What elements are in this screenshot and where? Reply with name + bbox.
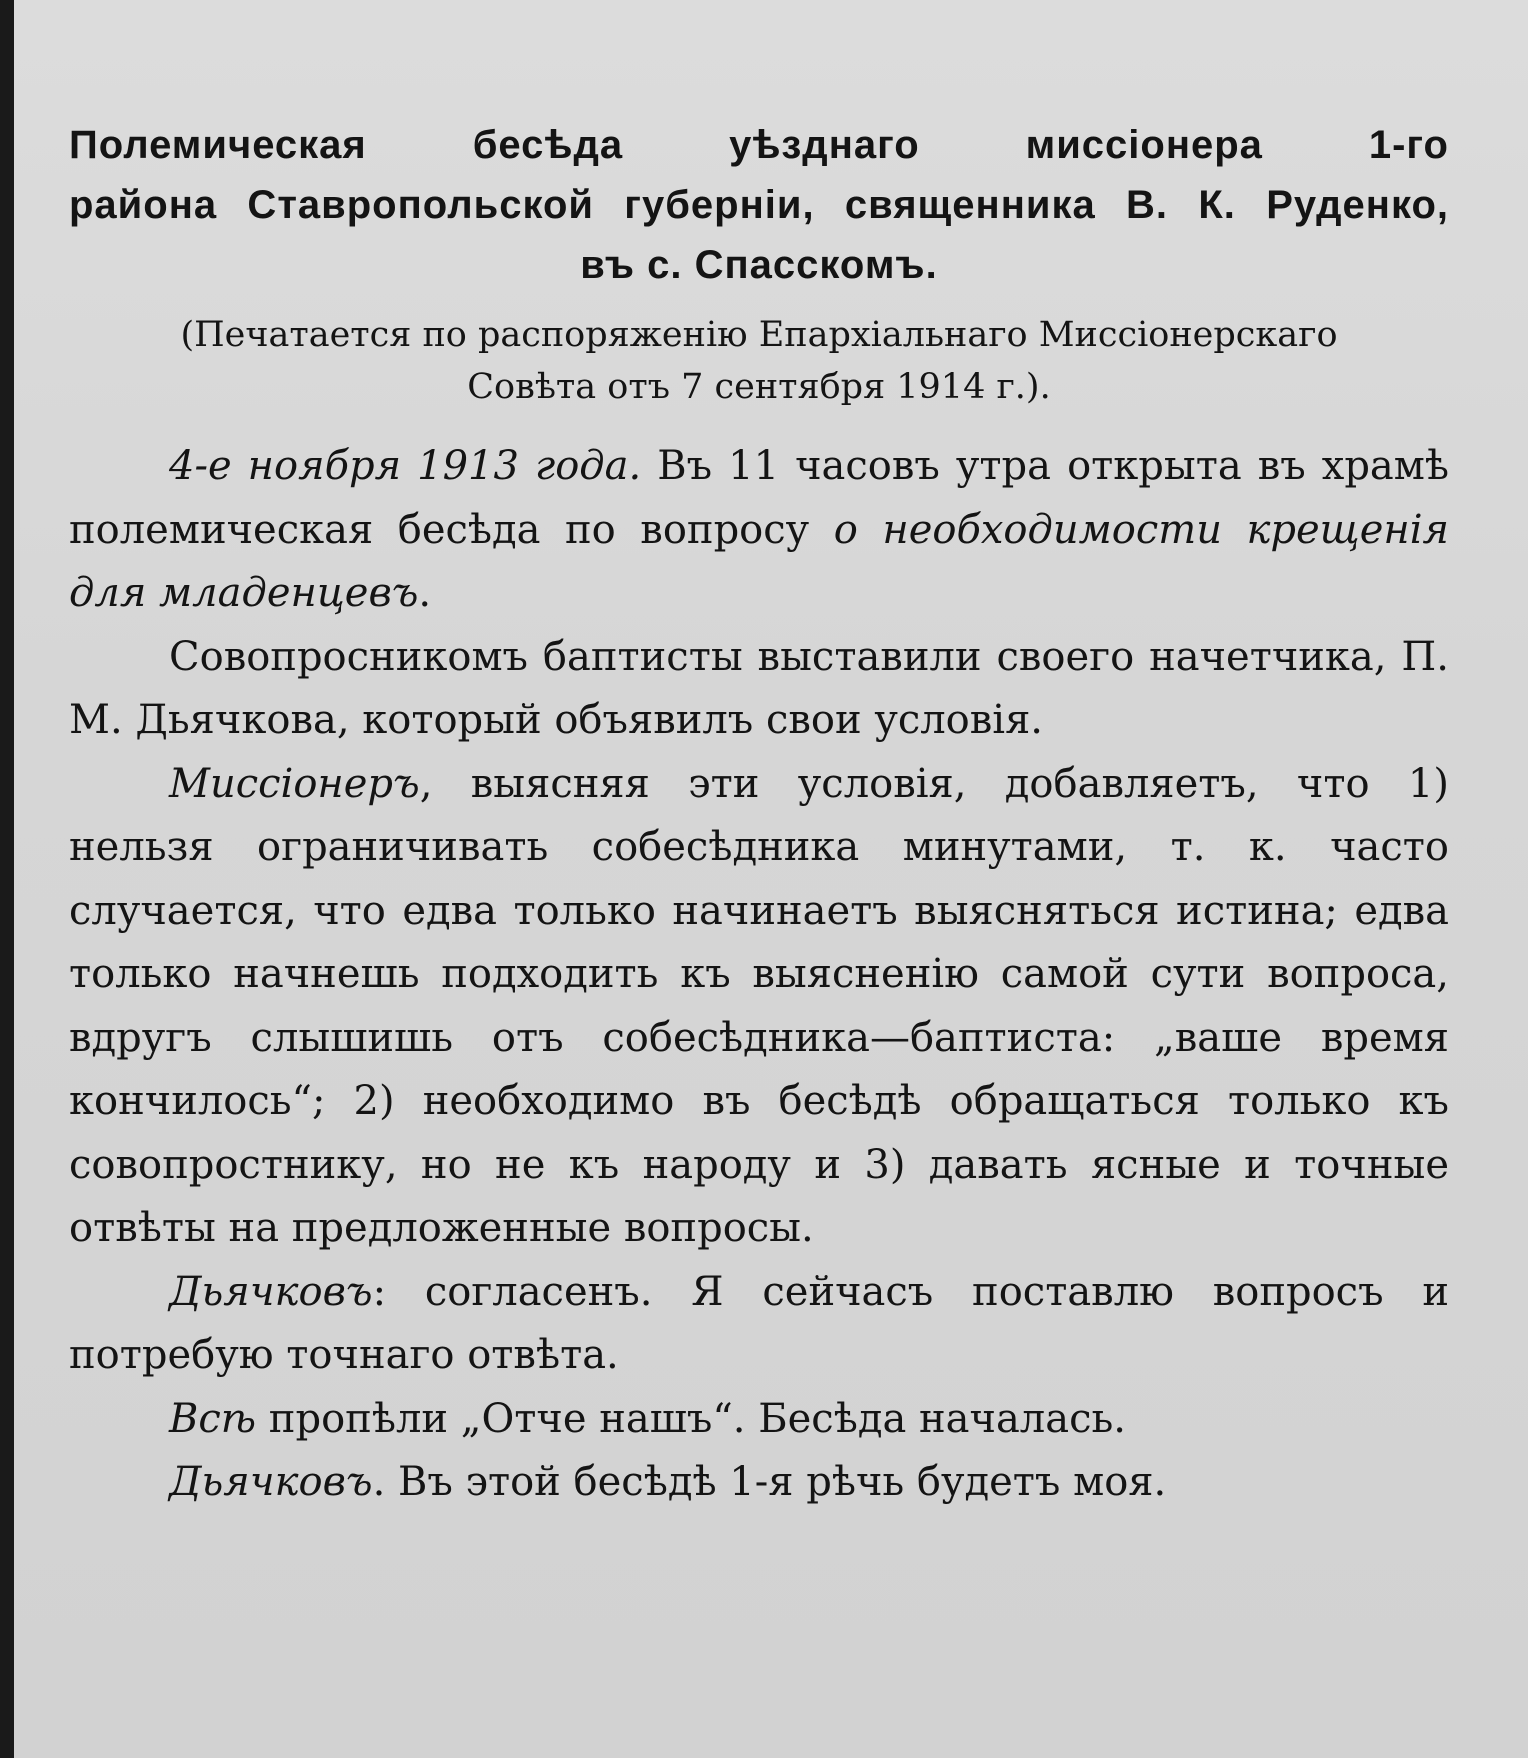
paragraph-3 [69,753,1449,1261]
paragraph-3-text: , выясняя эти условія, добавляетъ, что 1) нельзя ограничивать собесѣдника минутами, т. к. часто случается, что едва только начинаетъ выясняться истина; едва только начнешь подходить къ выясненію самой сути вопроса, вдругъ слышишь отъ собесѣдника—баптиста: „ваше время кончилось“; 2) необходимо въ бесѣдѣ обращаться только къ совопростнику, но не къ народу и 3) давать ясные и точные отвѣты на предложенные вопросы. [69,760,1449,1251]
title-line-1: Полемическая бесѣда уѣзднаго миссіонера 1-го [69,123,1449,167]
paragraph-5-speaker: Всѣ [169,1395,257,1442]
document-text [69,115,1449,1515]
document-title [69,115,1449,295]
title-line-2: района Ставропольской губерніи, священника В. К. Руденко, [69,183,1449,227]
subtitle-line-2: Совѣта отъ 7 сентября 1914 г.). [467,367,1051,407]
paragraph-5-text: пропѣли „Отче нашъ“. Бесѣда началась. [256,1395,1126,1442]
paragraph-1 [69,435,1449,626]
paragraph-6-speaker: Дьячковъ [169,1459,373,1505]
paragraph-4-speaker: Дьячковъ [169,1268,373,1315]
paragraph-4-text: : согласенъ. Я сейчасъ поставлю вопросъ и потребую точнаго отвѣта. [69,1268,1449,1378]
document-body [69,435,1449,1515]
subtitle-line-1: (Печатается по распоряженію Епархіальнаго Миссіонерскаго [180,315,1338,355]
paragraph-3-speaker: Миссіонеръ [169,760,420,807]
paragraph-5 [69,1388,1449,1452]
title-line-3: въ с. Спасскомъ. [580,243,938,287]
scanned-page [14,0,1528,1758]
document-subtitle [69,309,1449,413]
paragraph-6 [69,1451,1449,1515]
paragraph-1-topic: о необходимости крещенія для младенцевъ [69,506,1449,616]
paragraph-1-text: Въ 11 часовъ утра открыта въ храмѣ полемическая бесѣда по вопросу [69,443,1450,553]
paragraph-1-date: 4-е ноября 1913 года. [169,443,642,489]
paragraph-4 [69,1261,1449,1388]
paragraph-2: Совопросникомъ баптисты выставили своего начетчика, П. М. Дьячкова, который объявилъ свои условія. [69,633,1449,743]
paragraph-6-text: . Въ этой бесѣдѣ 1-я рѣчь будетъ моя. [372,1459,1167,1505]
paragraph-1-end: . [418,570,432,616]
